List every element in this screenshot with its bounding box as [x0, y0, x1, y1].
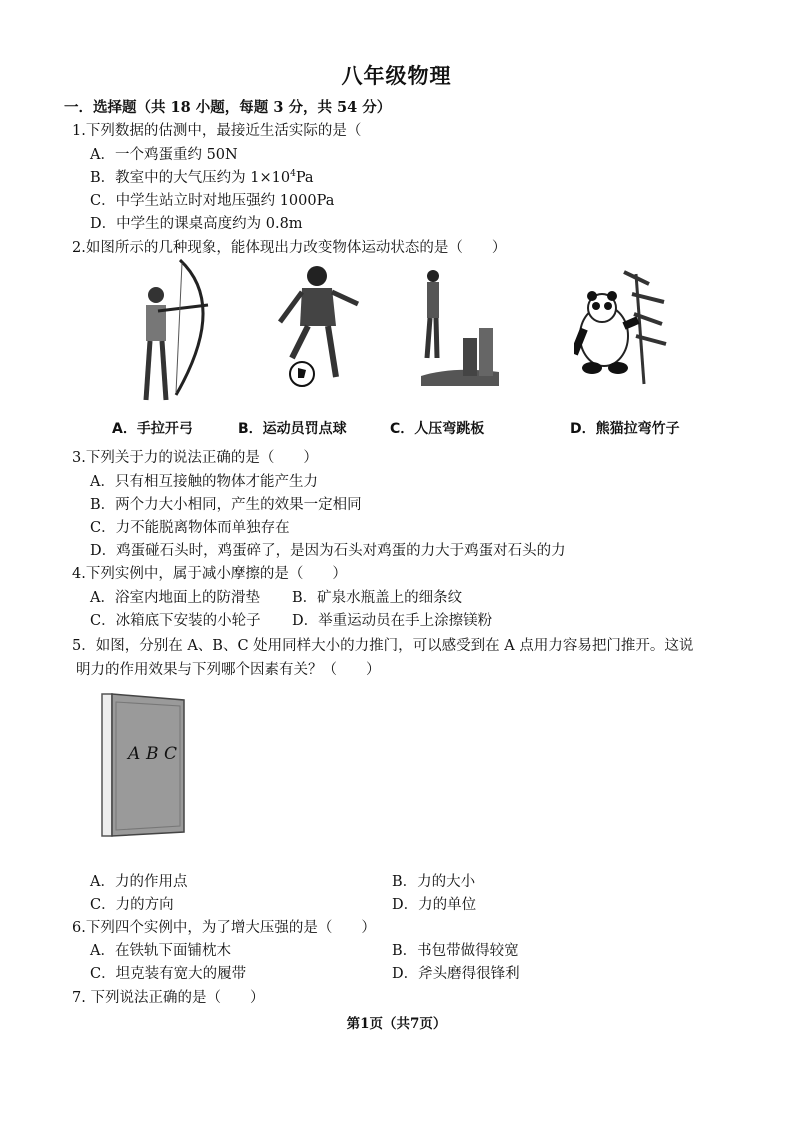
- q2-caption-a: A．手拉开弓: [112, 421, 193, 437]
- q6-option-c: C．坦克装有宽大的履带: [90, 966, 247, 982]
- q7-stem: 7. 下列说法正确的是（ ）: [72, 990, 265, 1006]
- diving-board-figure: [413, 268, 503, 393]
- page-footer: 第1页（共7页）: [346, 1016, 447, 1032]
- q2-caption-b: B．运动员罚点球: [238, 421, 347, 437]
- q6-option-d: D．斧头磨得很锋利: [392, 966, 520, 982]
- q6-option-a: A．在铁轨下面铺枕木: [90, 943, 231, 959]
- q2-caption-c: C．人压弯跳板: [390, 421, 485, 437]
- q1-option-b: B．教室中的大气压约为 $1\times 10^4Pa$: [90, 169, 314, 186]
- q6-stem: 6.下列四个实例中，为了增大压强的是（ ）: [72, 920, 376, 936]
- q2-stem: 2.如图所示的几种现象，能体现出力改变物体运动状态的是（ ）: [72, 240, 507, 256]
- q1-option-a: A．一个鸡蛋重约 50N: [90, 147, 238, 163]
- door-label-c: C: [164, 744, 178, 764]
- q5-option-b: B．力的大小: [392, 874, 476, 890]
- q3-option-c: C．力不能脱离物体而单独存在: [90, 520, 290, 536]
- q1-stem: 1.下列数据的估测中，最接近生活实际的是（: [72, 123, 362, 139]
- door-figure: [100, 690, 186, 840]
- q4-option-c: C．冰箱底下安装的小轮子: [90, 613, 261, 629]
- panda-bamboo-figure: [574, 264, 674, 394]
- q3-option-b: B．两个力大小相同，产生的效果一定相同: [90, 497, 362, 513]
- section-heading: 一．选择题（共 18 小题，每题 3 分，共 54 分）: [64, 99, 392, 116]
- q4-stem: 4.下列实例中，属于减小摩擦的是（ ）: [72, 566, 347, 582]
- q1-option-d: D．中学生的课桌高度约为 0.8m: [90, 216, 303, 232]
- q4-option-d: D．举重运动员在手上涂擦镁粉: [292, 613, 493, 629]
- q5-stem-line2: 明力的作用效果与下列哪个因素有关？（ ）: [76, 662, 381, 678]
- q3-stem: 3.下列关于力的说法正确的是（ ）: [72, 450, 318, 466]
- q5-option-d: D．力的单位: [392, 897, 477, 913]
- archer-figure: [118, 255, 228, 405]
- door-label-a: A: [128, 744, 141, 764]
- q1-option-c: C．中学生站立时对地压强约 1000Pa: [90, 193, 335, 209]
- q4-option-a: A．浴室内地面上的防滑垫: [90, 590, 260, 606]
- q5-stem-line1: 5．如图，分别在 A、B、C 处用同样大小的力推门，可以感受到在 A 点用力容易把门推开。这说: [72, 638, 694, 654]
- q3-option-a: A．只有相互接触的物体才能产生力: [90, 474, 318, 490]
- q5-option-c: C．力的方向: [90, 897, 174, 913]
- q2-caption-d: D．熊猫拉弯竹子: [570, 421, 680, 437]
- q6-option-b: B．书包带做得较宽: [392, 943, 519, 959]
- soccer-player-figure: [272, 262, 362, 392]
- door-label-b: B: [146, 744, 159, 764]
- q3-option-d: D．鸡蛋碰石头时，鸡蛋碎了，是因为石头对鸡蛋的力大于鸡蛋对石头的力: [90, 543, 566, 559]
- q4-option-b: B．矿泉水瓶盖上的细条纹: [292, 590, 463, 606]
- q5-option-a: A．力的作用点: [90, 874, 188, 890]
- page-title: 八年级物理: [341, 63, 452, 88]
